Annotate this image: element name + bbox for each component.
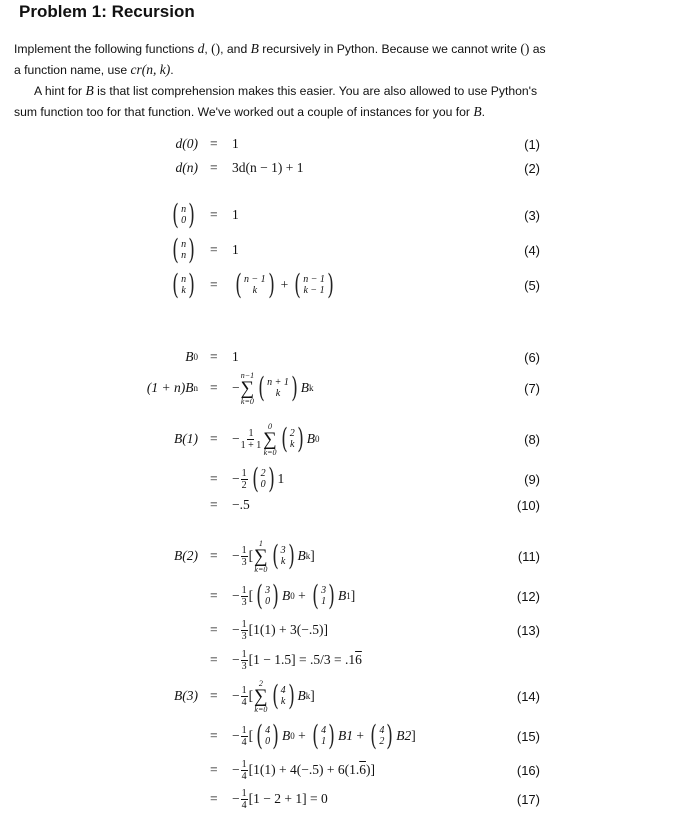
binomial: ( n 0 ) [172,198,195,231]
fraction: $\frac{1}{2}$ [241,467,247,491]
binomial: ( 3 1 ) [312,579,335,612]
fraction: $\frac{1}{4}$ [241,758,247,782]
summation: 0 ∑ k=0 [263,421,277,457]
eq-lhs: B(3) [174,688,198,703]
eq-number: (11) [517,548,540,564]
eq-number: (14) [516,688,540,704]
binomial: ( 4 0 ) [256,719,279,752]
eq-lhs: B(2) [174,548,198,563]
equation-unnumbered [0,645,691,675]
eq-rhs: − $\frac{1}{4}$ [ 2 ∑ k=0 ( 4 k ) B k ] [232,678,315,714]
eq-rhs: − $\frac{1}{3}$ [1(1) + 3(−.5)] [232,618,328,642]
binomial: ( 4 2 ) [370,719,394,752]
equation-16 [0,755,691,785]
equation-2 [0,153,691,183]
equation-15 [0,721,691,751]
eq-rel: = [210,207,218,222]
eq-rhs: − $\frac{1}{1 + 1}$ 0 ∑ k=0 ( 2 k ) B 0 [232,421,320,457]
eq-rhs: − $\frac{1}{2}$ ( 2 0 ) 1 [232,462,285,495]
equation-7 [0,370,691,406]
summation: 1 ∑ k=0 [254,538,268,574]
equation-6 [0,342,691,372]
eq-lhs: (1 + n)B n [146,380,198,395]
eq-lhs: B(1) [174,431,198,446]
eq-rel: = [210,548,218,563]
equation-5 [0,270,691,300]
fraction: $\frac{1}{4}$ [241,684,247,708]
eq-lhs [169,235,198,265]
equation-10 [0,490,691,520]
eq-rhs: 1 [232,242,239,257]
eq-rhs: 1 [232,349,239,364]
eq-rel: = [210,136,218,151]
summation: 2 ∑ k=0 [254,678,268,714]
equation-13 [0,615,691,645]
eq-lhs: B 0 [185,349,198,364]
fraction: $\frac{1}{1 + 1}$ [240,427,262,451]
equation-14 [0,678,691,714]
eq-number: (13) [516,622,540,638]
eq-rel: = [210,688,218,703]
binomial: ( n − 1 k − 1 ) [294,268,334,301]
binomial: ( n + 1 k ) [258,371,298,404]
eq-rel: = [210,791,218,806]
eq-number: (9) [524,471,540,487]
eq-number: (16) [516,762,540,778]
eq-lhs [169,200,198,230]
eq-rel: = [210,652,218,667]
eq-rhs: ( n − 1 k ) + ( n − 1 k − 1 ) [232,270,337,300]
eq-rel: = [210,622,218,637]
binomial: ( 4 k ) [271,679,295,712]
binomial: ( 3 k ) [271,539,295,572]
eq-number: (3) [524,207,540,223]
equation-3 [0,200,691,230]
binomial: ( 4 1 ) [312,719,335,752]
intro-paragraph: Implement the following functions d, (), and B recursively in Python. Because we cannot write () as a function name, use cr(n, k). [14,41,546,77]
binomial: ( 3 0 ) [256,579,279,612]
hint-paragraph: A hint for B is that list comprehension makes this easier. You are also allowed to use Python's sum function too for that function. We've worked out a couple of instances for you for B. [14,83,538,119]
eq-rhs: −.5 [232,497,250,512]
eq-rhs: − $\frac{1}{3}$ [ ( 3 0 ) B 0 + ( 3 1 ) B 1 ] [232,579,356,612]
eq-rel: = [210,160,218,175]
eq-rel: = [210,349,218,364]
eq-number: (12) [516,588,540,604]
fraction: $\frac{1}{4}$ [241,724,247,748]
eq-rel: = [210,497,218,512]
fraction: $\frac{1}{3}$ [241,584,247,608]
eq-number: (17) [516,791,540,807]
eq-rel: = [210,728,218,743]
eq-number: (10) [516,497,540,513]
binomial: ( n − 1 k ) [235,268,275,301]
eq-rel: = [210,242,218,257]
eq-rel: = [210,471,218,486]
binomial: ( 2 k ) [281,422,304,455]
eq-number: (1) [524,136,540,152]
problem-title: Problem 1: Recursion [19,2,195,21]
eq-rhs: 1 [232,136,239,151]
fraction: $\frac{1}{4}$ [241,787,247,811]
eq-rhs: − $\frac{1}{3}$ [ 1 ∑ k=0 ( 3 k ) B k ] [232,538,315,574]
eq-rel: = [210,588,218,603]
eq-rhs: 3d(n − 1) + 1 [232,160,304,175]
eq-rel: = [210,277,218,292]
eq-number: (5) [524,277,540,293]
eq-rel: = [210,762,218,777]
fraction: $\frac{1}{3}$ [241,648,247,672]
summation: n−1 ∑ k=0 [240,370,255,406]
eq-rhs: − $\frac{1}{4}$ [1 − 2 + 1] = 0 [232,787,328,811]
fraction: $\frac{1}{3}$ [241,544,247,568]
binomial: ( 2 0 ) [251,462,275,495]
eq-number: (2) [524,160,540,176]
eq-number: (4) [524,242,540,258]
eq-number: (6) [524,349,540,365]
eq-lhs [169,270,198,300]
eq-rhs: − $\frac{1}{3}$ [1 − 1.5] = .5/3 = .1 6 [232,648,362,672]
eq-rhs: − n−1 ∑ k=0 ( n + 1 k ) B k [232,370,314,406]
eq-rel: = [210,380,218,395]
eq-lhs: d(n) [175,160,198,175]
eq-rhs: − $\frac{1}{4}$ [1(1) + 4(−.5) + 6(1. 6 )] [232,758,375,782]
binomial: ( n k ) [172,268,195,301]
fraction: $\frac{1}{3}$ [241,618,247,642]
eq-rhs: − $\frac{1}{4}$ [ ( 4 0 ) B 0 + ( 4 1 ) B1 + ( 4 2 ) B2 ] [232,719,416,752]
eq-rhs: 1 [232,207,239,222]
equation-4 [0,235,691,265]
eq-number: (7) [524,380,540,396]
equation-8 [0,421,691,457]
equation-12 [0,581,691,611]
eq-rel: = [210,431,218,446]
eq-number: (15) [516,728,540,744]
equation-17 [0,784,691,814]
eq-lhs: d(0) [175,136,198,151]
eq-number: (8) [524,431,540,447]
binomial: ( n n ) [172,233,195,266]
equation-11 [0,538,691,574]
